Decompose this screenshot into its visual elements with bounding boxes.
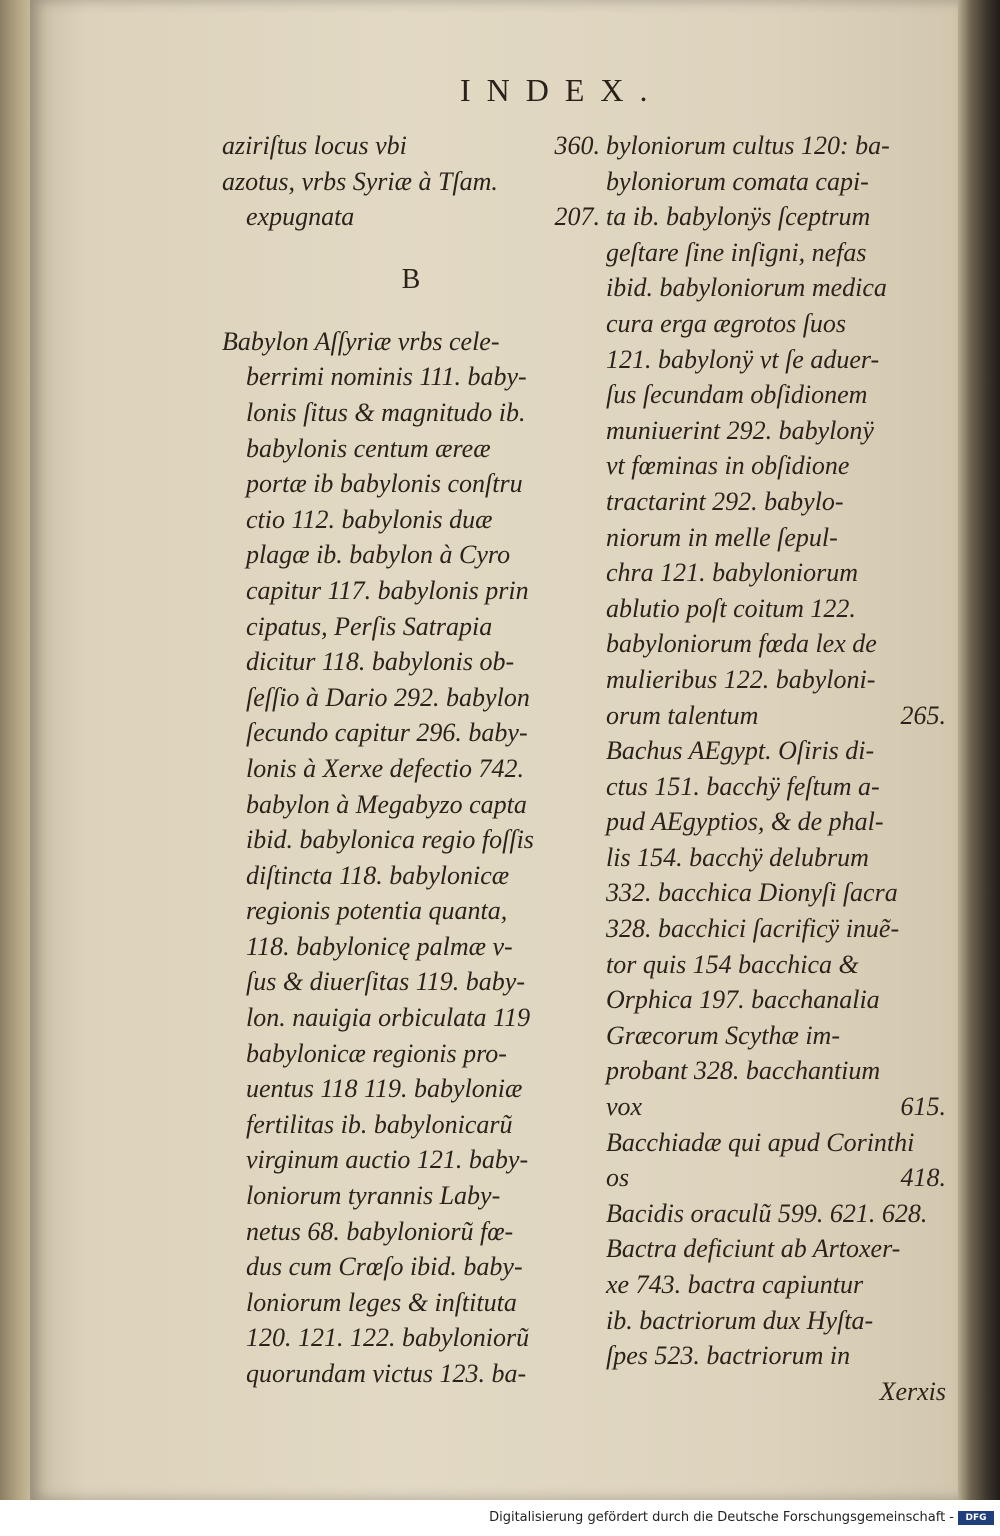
index-entry-text: lonis ſitus & magnitudo ib. [246, 397, 526, 427]
page-reference: 207. [554, 202, 600, 232]
index-line [222, 858, 600, 894]
page-reference: 418. [900, 1163, 946, 1193]
index-line [606, 448, 946, 484]
index-line [222, 431, 600, 467]
index-entry-text: 332. bacchica Dionyſi ſacra [606, 878, 898, 908]
index-line [222, 1107, 600, 1143]
index-entry-text: babylonicæ regionis pro- [246, 1038, 507, 1068]
index-line [606, 875, 946, 911]
index-entry-text: plagæ ib. babylon à Cyro [246, 540, 511, 570]
index-entry-text: xe 743. bactra capiuntur [606, 1270, 864, 1299]
index-column-right [606, 128, 946, 1409]
index-entry-text: loniorum leges & inſtituta [246, 1287, 517, 1317]
index-entry-text: Orphica 197. bacchanalia [606, 985, 880, 1015]
index-line [606, 1196, 946, 1232]
index-entry-text: Bacchiadæ qui apud Corinthi [606, 1127, 915, 1157]
index-line [222, 609, 600, 645]
index-entry-text: ta ib. babylonÿs ſceptrum [606, 202, 871, 232]
index-entry-text: chra 121. babyloniorum [606, 558, 859, 588]
index-entry-text: niorum in melle ſepul- [606, 522, 838, 552]
index-entry-text: lon. nauigia orbiculata 119 [246, 1003, 531, 1033]
index-entry-text: vt fœminas in obſidione [606, 451, 850, 481]
index-line [222, 573, 600, 609]
index-entry-text: cura erga ægrotos ſuos [606, 308, 847, 338]
index-line [606, 769, 946, 805]
index-entry-text: capitur 117. babylonis prin [246, 575, 529, 605]
index-entry-text: azotus, vrbs Syriæ à Tſam. [222, 166, 498, 196]
index-line [606, 306, 946, 342]
index-column-left [222, 128, 600, 1392]
index-entry-text: probant 328. bacchantium [606, 1056, 881, 1086]
index-entry-text: vox [606, 1092, 643, 1122]
index-line [222, 964, 600, 1000]
index-entry-text: ſus ſecundam obſidionem [606, 380, 868, 410]
index-line [222, 199, 600, 235]
page-header: INDEX. [460, 72, 664, 108]
index-line [606, 1160, 946, 1196]
index-line [606, 164, 946, 200]
index-entry-text: Græcorum Scythæ im- [606, 1020, 840, 1050]
index-entry-text: ibid. babyloniorum medica [606, 273, 887, 303]
index-entry-text: ib. bactriorum dux Hyſta- [606, 1305, 874, 1335]
index-line [606, 342, 946, 378]
footer-credit: Digitalisierung gefördert durch die Deutsche Forschungsgemeinschaft - [489, 1510, 954, 1525]
index-entry-text: ablutio poſt coitum 122. [606, 593, 856, 623]
index-entry-text: portæ ib babylonis conſtru [246, 469, 523, 499]
index-entry-text: aziriſtus locus vbi [222, 131, 407, 160]
index-entry-text: babyloniorum fœda lex de [606, 629, 877, 659]
index-entry-text: mulieribus 122. babyloni- [606, 664, 876, 694]
index-entry-text: berrimi nominis 111. baby- [246, 362, 527, 392]
index-line [222, 164, 600, 200]
index-entry-text: uentus 118 119. babyloniæ [246, 1074, 523, 1104]
index-line [606, 982, 946, 1018]
index-line [606, 1089, 946, 1125]
index-line [606, 662, 946, 698]
index-entry-text: ſpes 523. bactriorum in [606, 1341, 851, 1371]
index-entry-text: tractarint 292. babylo- [606, 486, 844, 516]
index-line [606, 555, 946, 591]
index-line [222, 680, 600, 716]
index-entry-text: Bacidis oraculũ 599. 621. 628. [606, 1198, 928, 1228]
index-entry-text: os [606, 1163, 630, 1193]
index-line [222, 1285, 600, 1321]
index-entry-text: babylon à Megabyzo capta [246, 789, 527, 819]
index-line [606, 911, 946, 947]
index-line [222, 751, 600, 787]
index-entry-text: cipatus, Perſis Satrapia [246, 611, 493, 641]
index-line [606, 520, 946, 556]
index-line [606, 128, 946, 164]
index-line [222, 395, 600, 431]
page-reference: 265. [900, 700, 946, 730]
index-entry-text: ſeſſio à Dario 292. babylon [246, 682, 530, 712]
index-entry-text: quorundam victus 123. ba- [246, 1359, 527, 1388]
index-line [222, 1071, 600, 1107]
index-entry-text: 328. bacchici ſacrificÿ inuẽ- [606, 914, 900, 944]
index-line [222, 1214, 600, 1250]
index-line [606, 413, 946, 449]
index-line [222, 1036, 600, 1072]
index-line [606, 1125, 946, 1161]
index-entry-text: ſecundo capitur 296. baby- [246, 718, 528, 748]
index-line [606, 1303, 946, 1339]
index-line [222, 1356, 600, 1392]
index-entry-text: lonis à Xerxe defectio 742. [246, 753, 524, 783]
book-fore-edge [958, 0, 1000, 1500]
index-line [222, 466, 600, 502]
index-entry-text: geſtare ſine inſigni, nefas [606, 237, 867, 267]
index-entry-text: lis 154. bacchÿ delubrum [606, 842, 869, 872]
index-entry-text: regionis potentia quanta, [246, 896, 508, 926]
index-line [606, 1338, 946, 1374]
index-entry-text: fertilitas ib. babylonicarũ [246, 1109, 513, 1139]
index-entry-text: tor quis 154 bacchica & [606, 949, 859, 979]
digitization-footer [0, 1500, 1000, 1536]
index-entry-text: Bachus AEgypt. Oſiris di- [606, 736, 875, 766]
index-line [606, 1231, 946, 1267]
index-line [222, 324, 600, 360]
dfg-logo: DFG [958, 1511, 994, 1525]
index-entry-text: dicitur 118. babylonis ob- [246, 647, 515, 677]
index-entry-text: Babylon Aſſyriæ vrbs cele- [222, 326, 500, 356]
index-entry-text: babylonis centum æreæ [246, 433, 491, 463]
page-gutter-edge [0, 0, 30, 1500]
catchword [606, 1374, 946, 1410]
section-letter: B [401, 263, 421, 295]
index-entry-text: Xerxis [879, 1376, 946, 1406]
index-line [222, 502, 600, 538]
index-line [606, 804, 946, 840]
index-entry-text: diſtincta 118. babylonicæ [246, 860, 510, 890]
index-line [222, 1320, 600, 1356]
index-line [606, 947, 946, 983]
index-entry-text: ctio 112. babylonis duæ [246, 504, 493, 534]
index-entry-text: loniorum tyrannis Laby- [246, 1181, 501, 1211]
index-line [606, 840, 946, 876]
index-entry-text: muniuerint 292. babylonÿ [606, 415, 874, 445]
index-line [606, 377, 946, 413]
index-entry-text: orum talentum [606, 700, 759, 730]
index-line [606, 1053, 946, 1089]
page-reference: 360. [554, 131, 600, 160]
index-entry-text: pud AEgyptios, & de phal- [606, 807, 884, 837]
index-entry-text: 118. babylonicę palmæ v- [246, 931, 513, 961]
index-line [222, 1249, 600, 1285]
index-line [222, 359, 600, 395]
index-line [606, 199, 946, 235]
index-entry-text: dus cum Crœſo ibid. baby- [246, 1252, 523, 1282]
index-line [606, 1267, 946, 1303]
index-line [222, 1178, 600, 1214]
index-line [222, 1142, 600, 1178]
index-line [606, 733, 946, 769]
index-line [606, 235, 946, 271]
index-entry-text: netus 68. babyloniorũ fœ- [246, 1216, 514, 1246]
index-line [222, 644, 600, 680]
index-entry-text: expugnata [246, 202, 355, 232]
index-line [222, 537, 600, 573]
index-line [222, 822, 600, 858]
index-line [222, 929, 600, 965]
index-line [222, 128, 600, 164]
index-entry-text: byloniorum comata capi- [606, 166, 869, 196]
index-entry-text: ſus & diuerſitas 119. baby- [246, 967, 526, 997]
index-line [222, 787, 600, 823]
index-line [222, 893, 600, 929]
index-entry-text: ctus 151. bacchÿ feſtum a- [606, 771, 880, 801]
index-line [606, 270, 946, 306]
index-entry-text: 121. babylonÿ vt ſe aduer- [606, 344, 880, 374]
index-entry-text: ibid. babylonica regio foſſis [246, 825, 534, 855]
index-line [606, 626, 946, 662]
index-line [606, 698, 946, 734]
index-entry-text: virginum auctio 121. baby- [246, 1145, 529, 1175]
index-line [606, 484, 946, 520]
index-entry-text: Bactra deficiunt ab Artoxer- [606, 1234, 901, 1264]
index-line [222, 715, 600, 751]
index-entry-text: 120. 121. 122. babyloniorũ [246, 1323, 530, 1353]
index-line [606, 591, 946, 627]
index-entry-text: byloniorum cultus 120: ba- [606, 131, 890, 160]
index-line [606, 1018, 946, 1054]
index-line [222, 1000, 600, 1036]
page-reference: 615. [900, 1092, 946, 1122]
